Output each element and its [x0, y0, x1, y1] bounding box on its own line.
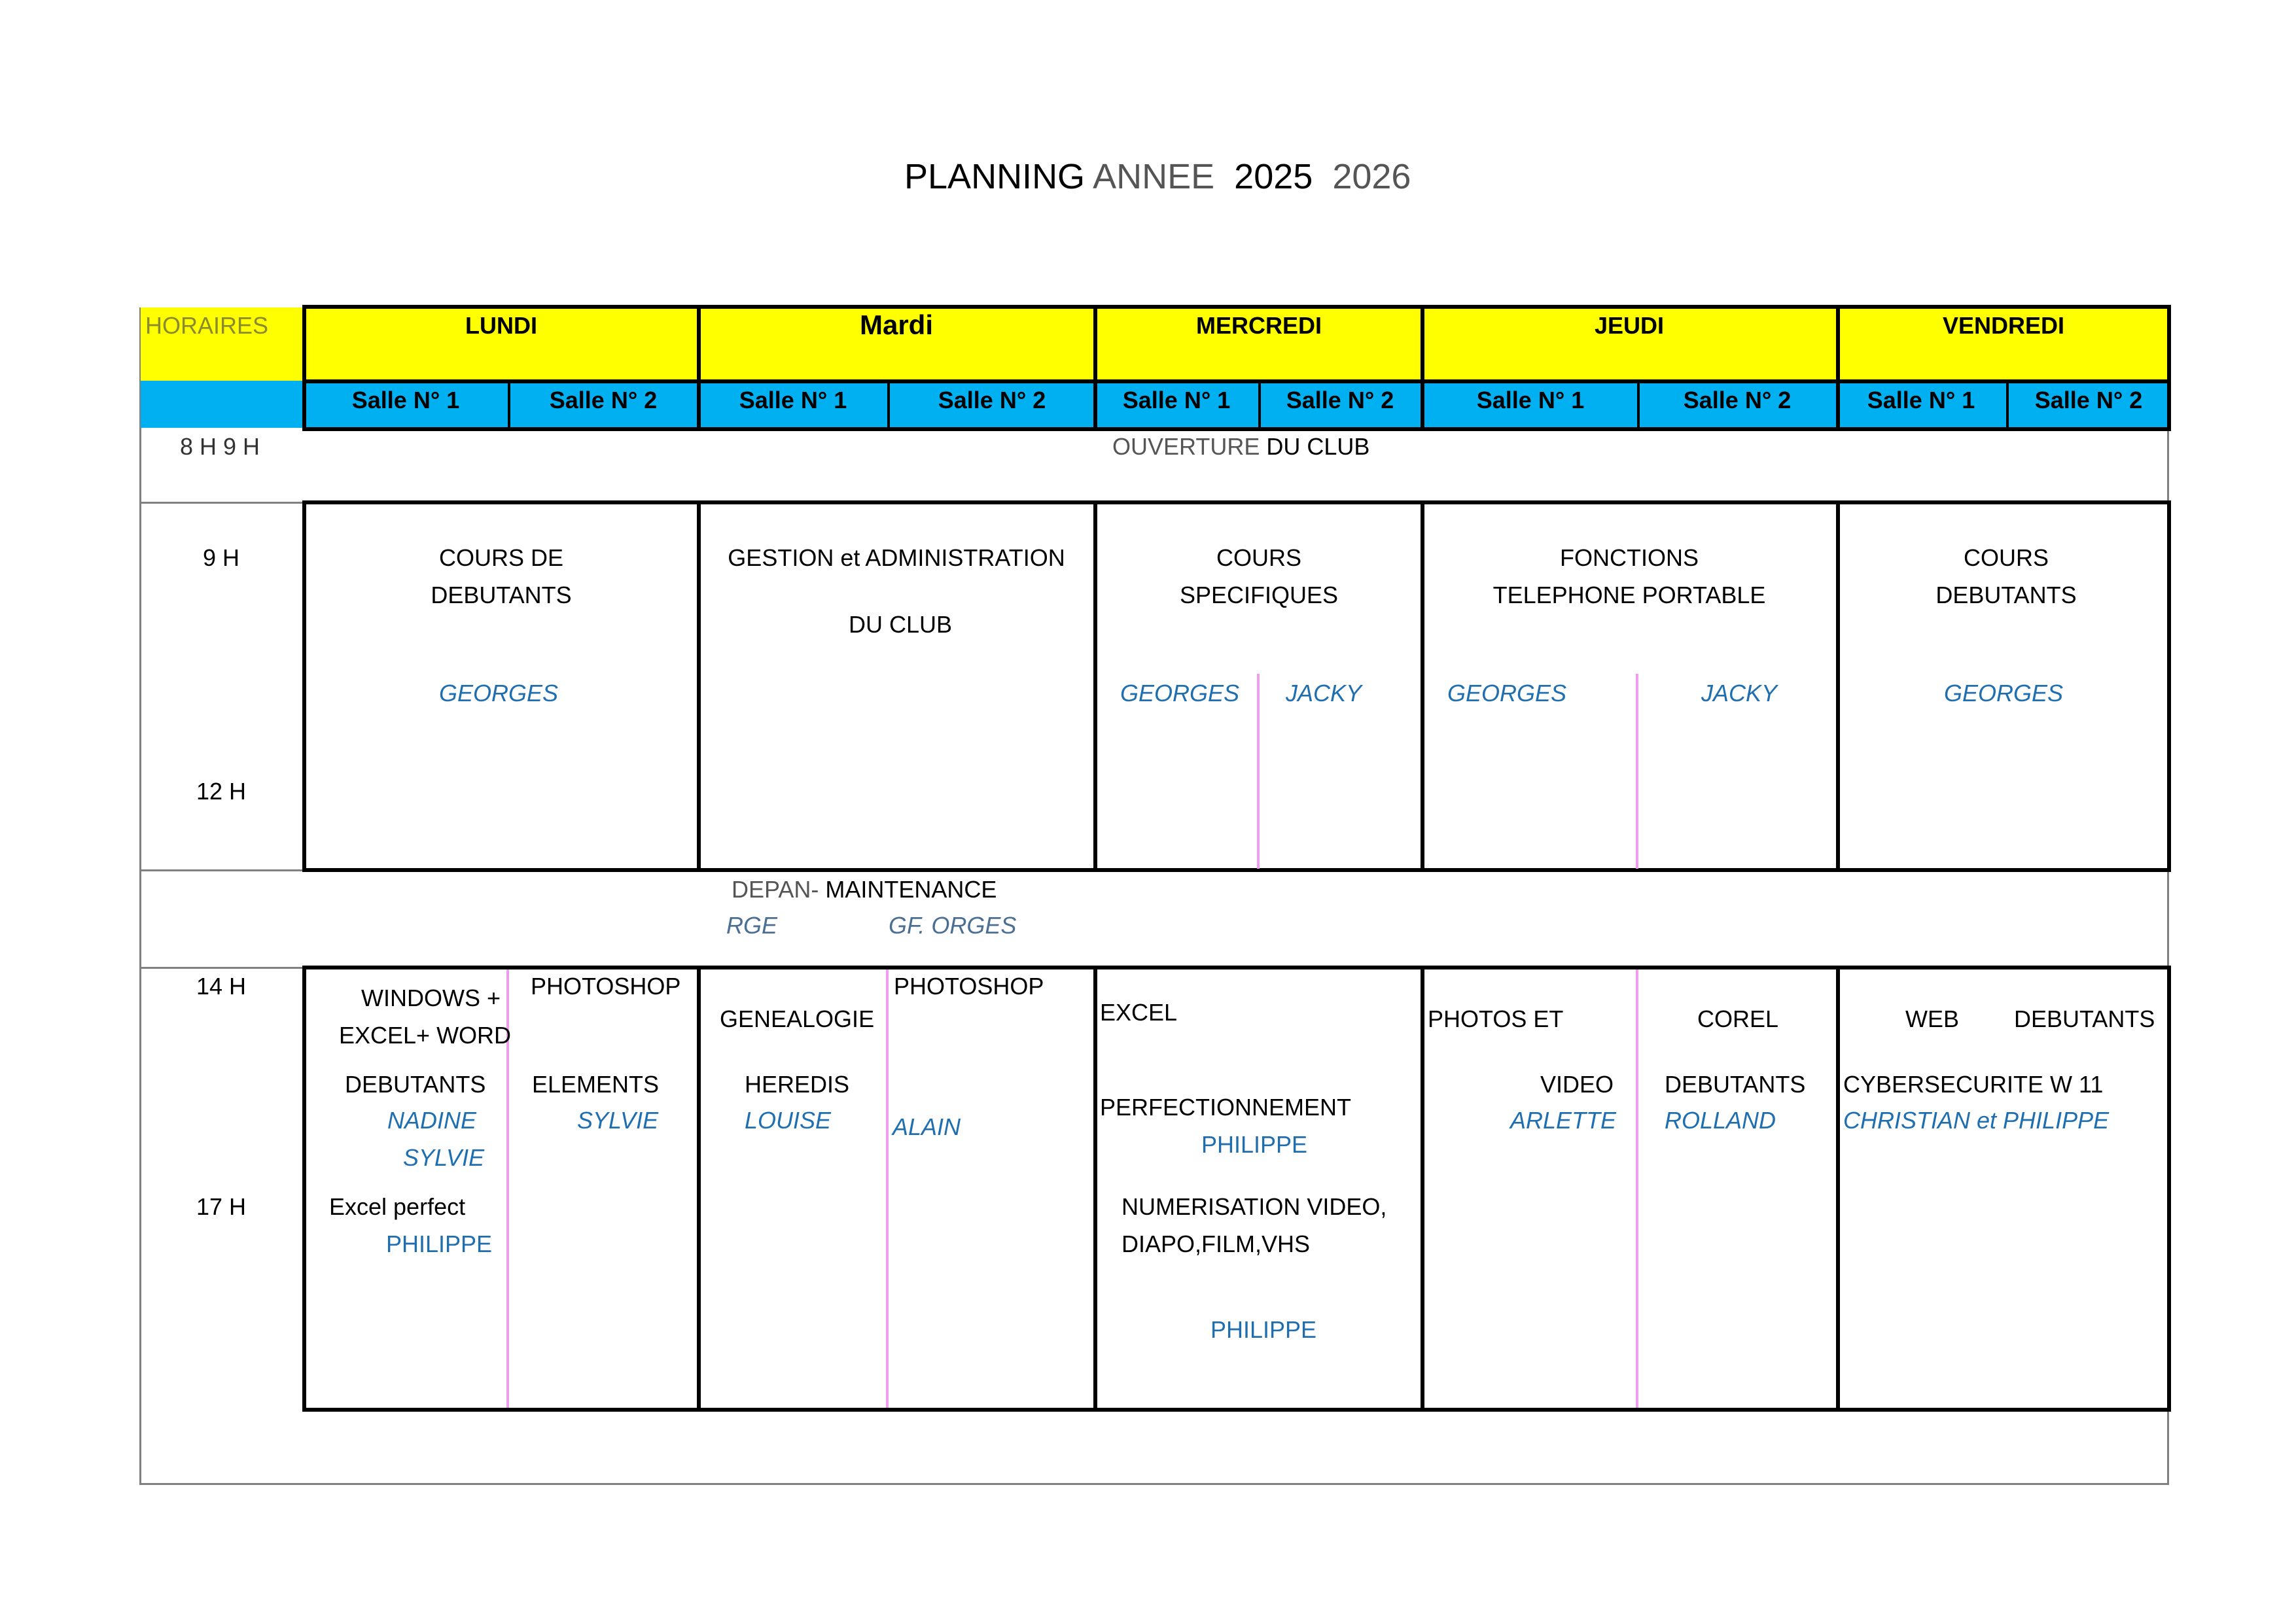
- vendredi-morning-l1: COURS: [1963, 544, 2049, 571]
- mardi-morning-l1: GESTION et ADMINISTRATION: [728, 544, 1065, 571]
- time-14h: 14 H: [196, 973, 247, 1000]
- afternoon-pink-mardi: [886, 969, 889, 1408]
- title-year-end: 2026: [1332, 157, 1411, 196]
- lundi-pm-s1-l3: DEBUTANTS: [345, 1071, 486, 1098]
- lundi-pm-s1-l1: WINDOWS +: [361, 985, 501, 1011]
- jeudi-morning-teacher1: GEORGES: [1447, 680, 1567, 707]
- lundi-pm-s1-t3: PHILIPPE: [386, 1230, 493, 1257]
- mardi-pm-s2-t1: ALAIN: [892, 1113, 961, 1140]
- title-annee: ANNEE: [1093, 157, 1215, 196]
- lunch-gforges: GF. ORGES: [889, 912, 1017, 939]
- jeudi-pm-s1-t1: ARLETTE: [1510, 1107, 1617, 1134]
- salle-jeudi-2: Salle N° 2: [1683, 387, 1792, 413]
- jeudi-pm-s2-l1: COREL: [1697, 1005, 1779, 1032]
- mercredi-pm-l2: PERFECTIONNEMENT: [1100, 1094, 1352, 1121]
- salle-sep-vendredi: [2006, 381, 2009, 430]
- jeudi-pm-s2-l2: DEBUTANTS: [1665, 1071, 1806, 1098]
- horaires-cyan-cell: [141, 381, 304, 428]
- day-mercredi: MERCREDI: [1195, 312, 1322, 339]
- vendredi-morning-teacher: GEORGES: [1943, 680, 2064, 707]
- lundi-morning-l1: COURS DE: [438, 544, 564, 571]
- lunch-line2: [726, 913, 1016, 939]
- afternoon-sep-2: [1093, 966, 1097, 1412]
- salle-lundi-1: Salle N° 1: [351, 387, 460, 413]
- page-title: [904, 157, 1411, 196]
- time-9h: 9 H: [203, 544, 240, 571]
- row-divider-1: [139, 502, 304, 504]
- lundi-morning-l2: DEBUTANTS: [431, 582, 572, 608]
- lunch-line1: [732, 877, 997, 903]
- frame-left: [139, 307, 141, 1485]
- lunch-rge: RGE: [726, 912, 778, 939]
- lundi-pm-s2-t1: SYLVIE: [577, 1107, 659, 1134]
- opening-du-club: DU CLUB: [1266, 433, 1370, 460]
- time-8h9h: 8 H 9 H: [180, 433, 260, 460]
- jeudi-morning-l1: FONCTIONS: [1560, 544, 1699, 571]
- afternoon-sep-3: [1421, 966, 1424, 1412]
- horaires-label: HORAIRES: [145, 312, 269, 339]
- mercredi-pm-t2: PHILIPPE: [1210, 1316, 1317, 1343]
- day-jeudi: JEUDI: [1594, 312, 1665, 339]
- lundi-pm-s1-l4: Excel perfect: [329, 1193, 466, 1220]
- salle-sep-mardi: [887, 381, 890, 430]
- afternoon-sep-1: [697, 966, 701, 1412]
- mardi-pm-s1-t1: LOUISE: [745, 1107, 832, 1134]
- mardi-morning-l2: DU CLUB: [848, 611, 953, 638]
- header-sep-3: [1421, 305, 1424, 431]
- header-sep-2: [1093, 305, 1097, 431]
- lundi-pm-s1-t2: SYLVIE: [403, 1144, 485, 1171]
- mercredi-morning-l2: SPECIFIQUES: [1179, 582, 1339, 608]
- jeudi-pm-s2-t1: ROLLAND: [1665, 1107, 1776, 1134]
- vendredi-pm-l1a: WEB: [1905, 1005, 1960, 1032]
- mardi-pm-s2-l1: PHOTOSHOP: [894, 973, 1044, 1000]
- title-year-start: 2025: [1234, 157, 1313, 196]
- morning-pink-jeudi: [1636, 674, 1638, 869]
- jeudi-pm-s1-l1: PHOTOS ET: [1428, 1005, 1564, 1032]
- vendredi-pm-l2: CYBERSECURITE W 11: [1843, 1071, 2104, 1098]
- mercredi-pm-l4: DIAPO,FILM,VHS: [1122, 1230, 1311, 1257]
- mardi-pm-s1-l2: HEREDIS: [745, 1071, 850, 1098]
- title-planning: PLANNING: [904, 157, 1086, 196]
- jeudi-morning-teacher2: JACKY: [1701, 680, 1778, 707]
- frame-bottom: [139, 1483, 2169, 1485]
- morning-pink-mercredi: [1257, 674, 1260, 869]
- morning-sep-3: [1421, 500, 1424, 872]
- day-lundi: LUNDI: [465, 312, 537, 339]
- afternoon-pink-jeudi: [1636, 969, 1638, 1408]
- jeudi-pm-s1-l2: VIDEO: [1540, 1071, 1614, 1098]
- time-17h: 17 H: [196, 1193, 247, 1220]
- salle-mardi-2: Salle N° 2: [938, 387, 1046, 413]
- header-sep-4: [1836, 305, 1840, 431]
- vendredi-pm-t1: CHRISTIAN et PHILIPPE: [1843, 1107, 2110, 1134]
- opening-text: [1112, 434, 1369, 460]
- salle-vendredi-2: Salle N° 2: [2034, 387, 2143, 413]
- salle-mardi-1: Salle N° 1: [739, 387, 847, 413]
- vendredi-morning-l2: DEBUTANTS: [1935, 582, 2077, 608]
- afternoon-block: [302, 966, 2171, 1412]
- lundi-pm-s2-l2: ELEMENTS: [532, 1071, 660, 1098]
- opening-word: OUVERTURE: [1112, 433, 1260, 460]
- afternoon-sep-4: [1836, 966, 1840, 1412]
- morning-sep-2: [1093, 500, 1097, 872]
- time-12h: 12 H: [196, 778, 247, 805]
- lundi-pm-s2-l1: PHOTOSHOP: [531, 973, 681, 1000]
- mardi-pm-s1-l1: GENEALOGIE: [720, 1005, 875, 1032]
- morning-sep-4: [1836, 500, 1840, 872]
- mercredi-pm-l3: NUMERISATION VIDEO,: [1122, 1193, 1387, 1220]
- mercredi-pm-l1: EXCEL: [1100, 999, 1178, 1026]
- salle-mercredi-2: Salle N° 2: [1286, 387, 1394, 413]
- lunch-depan: DEPAN-: [732, 876, 819, 903]
- day-mardi: Mardi: [859, 309, 934, 340]
- mercredi-morning-teacher1: GEORGES: [1120, 680, 1240, 707]
- morning-sep-1: [697, 500, 701, 872]
- mercredi-pm-t1: PHILIPPE: [1201, 1131, 1308, 1158]
- day-vendredi: VENDREDI: [1942, 312, 2065, 339]
- salle-lundi-2: Salle N° 2: [549, 387, 658, 413]
- lunch-maintenance: MAINTENANCE: [825, 876, 997, 903]
- header-sep-1: [697, 305, 701, 431]
- vendredi-pm-l1b: DEBUTANTS: [2014, 1005, 2155, 1032]
- salle-jeudi-1: Salle N° 1: [1476, 387, 1585, 413]
- jeudi-morning-l2: TELEPHONE PORTABLE: [1492, 582, 1766, 608]
- salle-sep-lundi: [508, 381, 510, 430]
- lundi-morning-teacher: GEORGES: [438, 680, 559, 707]
- salle-sep-jeudi: [1637, 381, 1640, 430]
- lundi-pm-s1-l2: EXCEL+ WORD: [339, 1022, 512, 1049]
- salle-mercredi-1: Salle N° 1: [1122, 387, 1231, 413]
- lundi-pm-s1-t1: NADINE: [387, 1107, 477, 1134]
- mercredi-morning-l1: COURS: [1216, 544, 1302, 571]
- mercredi-morning-teacher2: JACKY: [1286, 680, 1362, 707]
- salle-vendredi-1: Salle N° 1: [1867, 387, 1975, 413]
- salle-sep-mercredi: [1258, 381, 1261, 430]
